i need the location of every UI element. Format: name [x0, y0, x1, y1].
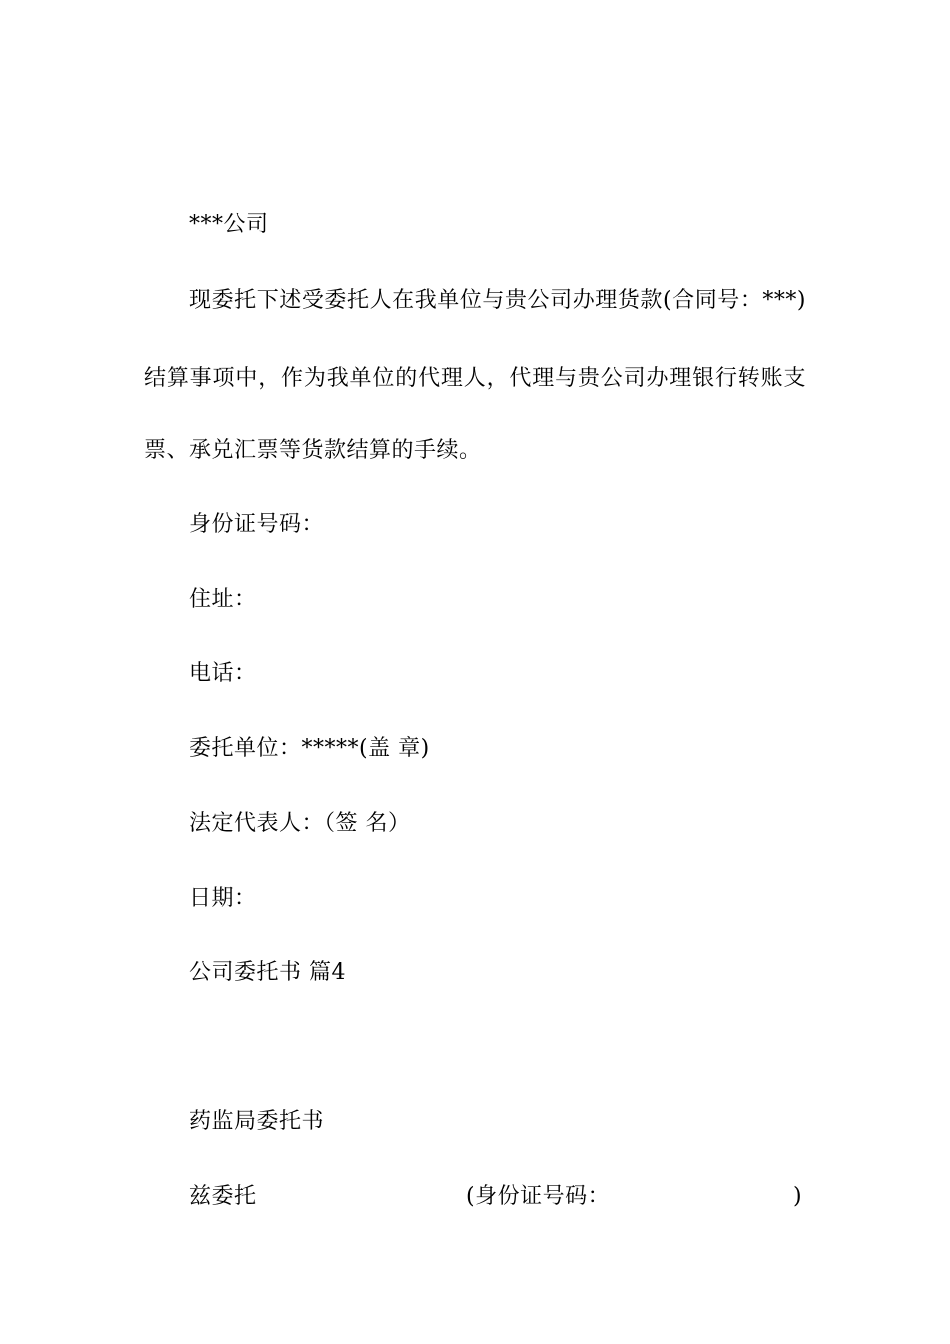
field-id-number: 身份证号码：	[189, 512, 325, 537]
body-line-3: 票、承兑汇票等货款结算的手续。	[144, 438, 482, 463]
body-line-1: 现委托下述受委托人在我单位与贵公司办理货款(合同号：***)	[189, 288, 806, 313]
body-line-2: 结算事项中，作为我单位的代理人，代理与贵公司办理银行转账支	[144, 366, 806, 391]
field-entrusting-unit: 委托单位：*****(盖 章)	[189, 736, 430, 761]
doc2-title: 药监局委托书	[189, 1109, 325, 1134]
section-heading: 公司委托书 篇4	[189, 960, 346, 985]
field-legal-representative: 法定代表人：（签 名）	[189, 811, 411, 836]
field-address: 住址：	[189, 587, 257, 612]
addressee: ***公司	[189, 212, 269, 237]
doc2-entrust-label: 兹委托	[189, 1184, 257, 1209]
doc2-close-paren: )	[793, 1184, 803, 1209]
doc2-id-label: (身份证号码：	[466, 1184, 611, 1209]
field-date: 日期：	[189, 886, 257, 911]
field-phone: 电话：	[189, 661, 257, 686]
